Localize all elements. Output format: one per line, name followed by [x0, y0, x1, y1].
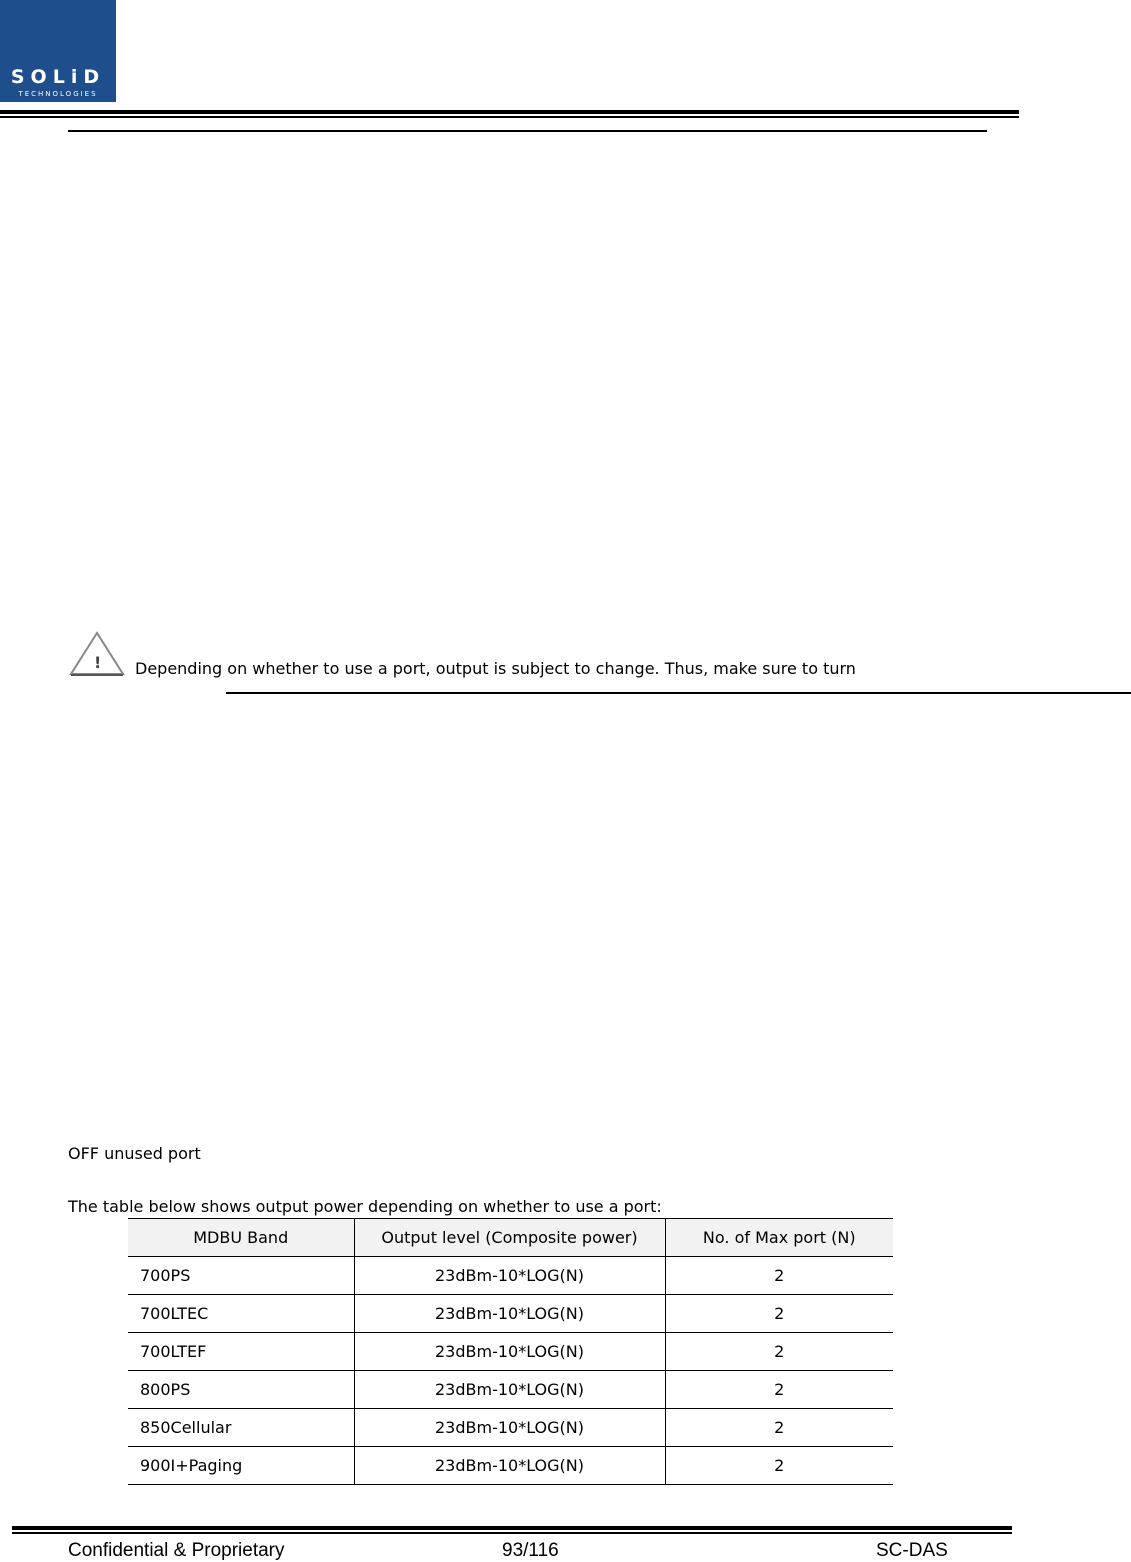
- max-port-cell: 2: [665, 1257, 893, 1295]
- table-row: [128, 1257, 893, 1295]
- footer-confidential: Confidential & Proprietary: [68, 1540, 285, 1561]
- max-port-cell: 2: [665, 1371, 893, 1409]
- footer-rule-bottom: [12, 1532, 1012, 1534]
- svg-text:!: !: [94, 653, 102, 672]
- header-max-port: No. of Max port (N): [665, 1219, 893, 1257]
- company-logo: [0, 0, 116, 102]
- caution-continuation: OFF unused port: [68, 1144, 201, 1163]
- output-level-cell: 23dBm-10*LOG(N): [354, 1333, 665, 1371]
- max-port-cell: 2: [665, 1333, 893, 1371]
- header-rule-bottom: [0, 116, 1019, 118]
- table-row: [128, 1371, 893, 1409]
- header-band: MDBU Band: [128, 1219, 354, 1257]
- output-level-cell: 23dBm-10*LOG(N): [354, 1447, 665, 1485]
- section-rule: [68, 130, 987, 132]
- band-cell: 700LTEC: [128, 1295, 354, 1333]
- max-port-cell: 2: [665, 1295, 893, 1333]
- table-row: [128, 1333, 893, 1371]
- table-row: [128, 1295, 893, 1333]
- max-port-cell: 2: [665, 1409, 893, 1447]
- header-output-level: Output level (Composite power): [354, 1219, 665, 1257]
- footer-page-number: 93/116: [502, 1540, 559, 1561]
- band-cell: 700LTEF: [128, 1333, 354, 1371]
- output-level-cell: 23dBm-10*LOG(N): [354, 1409, 665, 1447]
- band-cell: 700PS: [128, 1257, 354, 1295]
- table-header-row: [128, 1219, 893, 1257]
- max-port-cell: 2: [665, 1447, 893, 1485]
- table-row: [128, 1409, 893, 1447]
- logo-tagline: TECHNOLOGIES: [18, 90, 98, 98]
- logo-wordmark: SOLiD: [10, 66, 106, 88]
- footer-document-id: SC-DAS: [876, 1540, 948, 1561]
- band-cell: 800PS: [128, 1371, 354, 1409]
- band-cell: 900I+Paging: [128, 1447, 354, 1485]
- band-cell: 850Cellular: [128, 1409, 354, 1447]
- table-row: [128, 1447, 893, 1485]
- output-level-cell: 23dBm-10*LOG(N): [354, 1371, 665, 1409]
- output-power-table: [128, 1218, 893, 1485]
- output-level-cell: 23dBm-10*LOG(N): [354, 1295, 665, 1333]
- caution-rule: [226, 692, 1131, 694]
- warning-triangle-icon: [68, 630, 126, 678]
- header-rule-top: [0, 110, 1019, 114]
- table-intro: The table below shows output power depending on whether to use a port:: [68, 1197, 662, 1216]
- output-level-cell: 23dBm-10*LOG(N): [354, 1257, 665, 1295]
- footer-rule-top: [12, 1526, 1012, 1530]
- caution-text: Depending on whether to use a port, output is subject to change. Thus, make sure to turn: [135, 659, 856, 678]
